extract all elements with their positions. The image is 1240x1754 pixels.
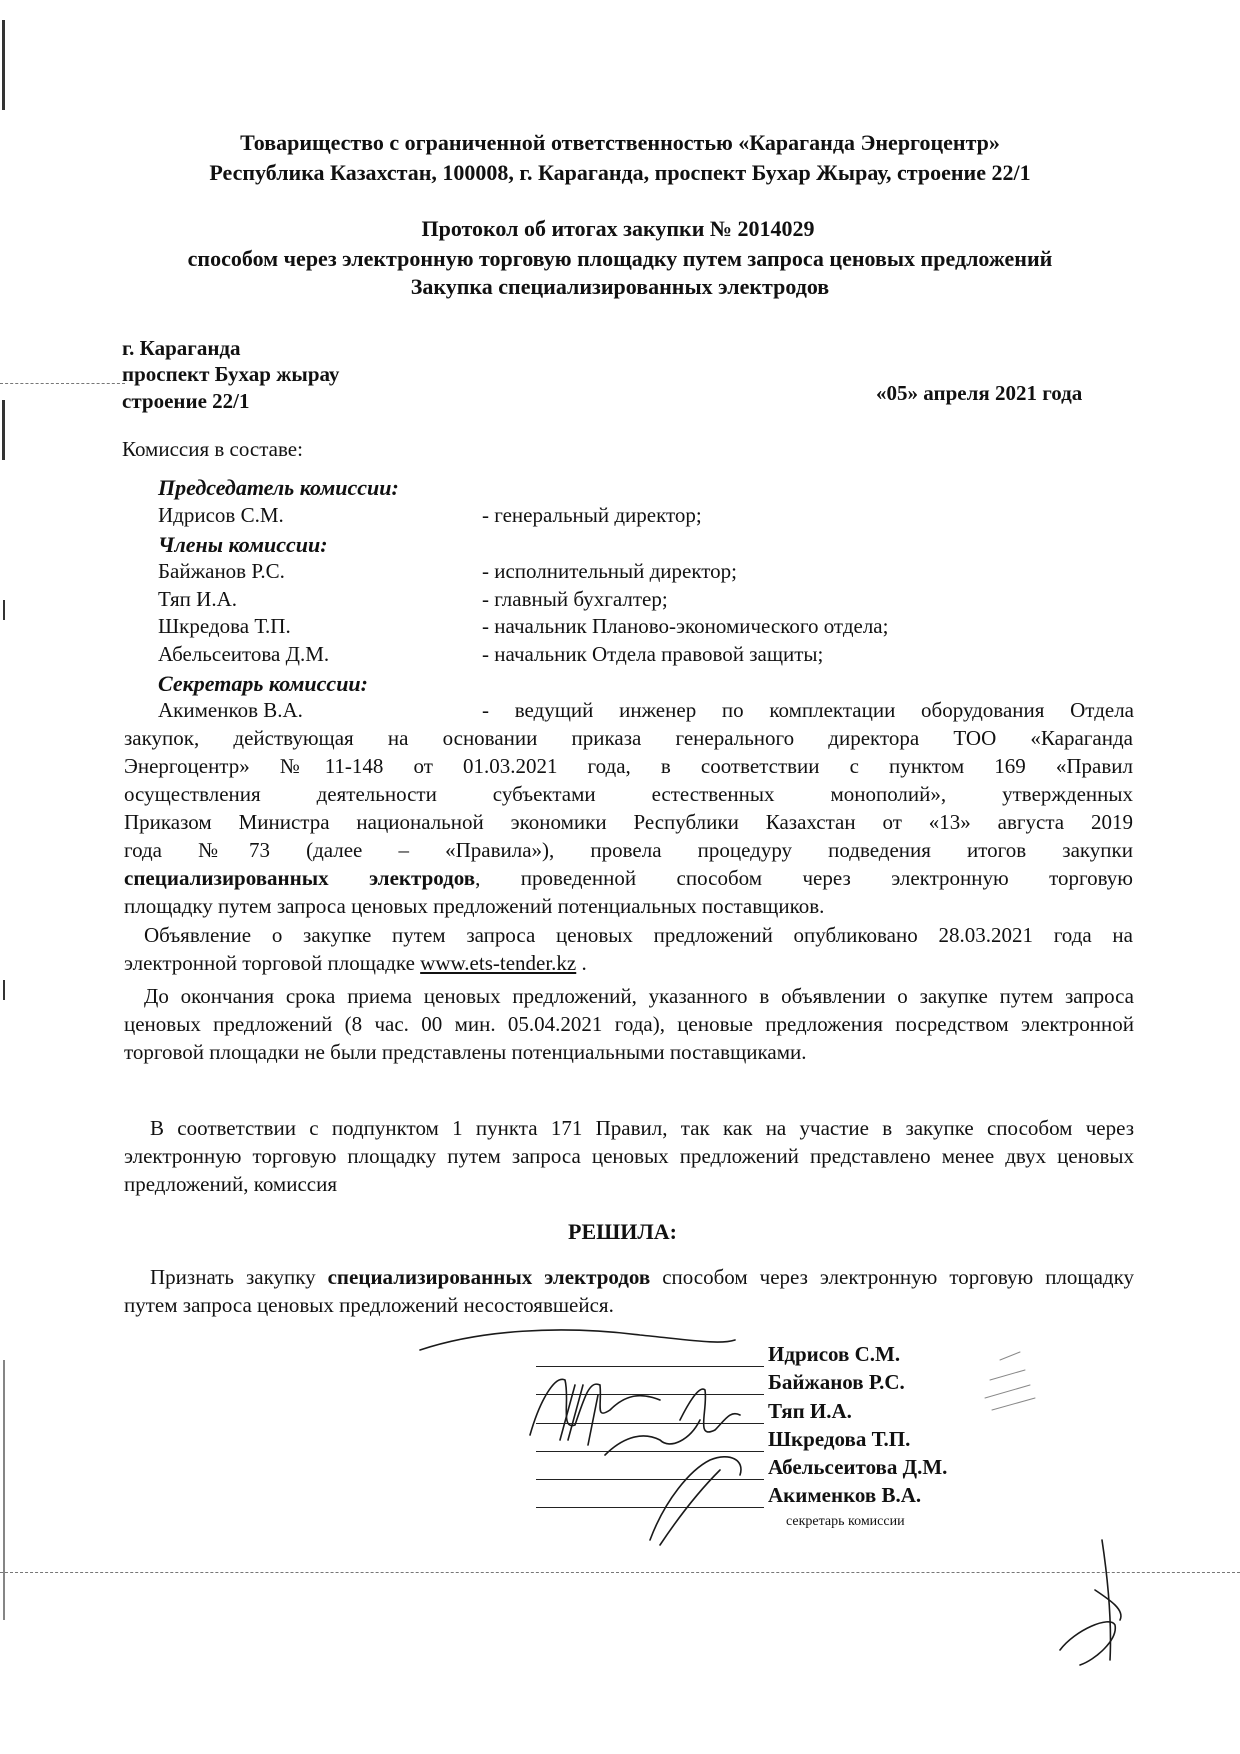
subject-bold: специализированных электродов [327, 1265, 651, 1289]
body-line: площадку путем запроса ценовых предложений потенциальных поставщиков. [124, 894, 825, 918]
signatory-name: Шкредова Т.П. [768, 1427, 911, 1451]
body-text: электронной торговой площадке [124, 951, 415, 975]
chair-name: Идрисов С.М. [158, 503, 284, 527]
chair-role: - генеральный директор; [482, 503, 702, 527]
body-text: Признать закупку [150, 1265, 328, 1289]
signatory-name: Идрисов С.М. [768, 1342, 901, 1366]
member-name: Абельсеитова Д.М. [158, 642, 330, 666]
place-city: г. Караганда [122, 336, 241, 360]
body-text: способом через электронную торговую площадку путем запроса ценовых предложений несостоявшейся. [124, 1265, 1134, 1317]
commission-intro: Комиссия в составе: [122, 437, 303, 461]
member-role: - начальник Планово-экономического отдела; [482, 614, 889, 638]
rule-paragraph: В соответствии с подпунктом 1 пункта 171 Правил, так как на участие в закупке способом через электронную торговую площадку путем запроса ценовых предложений представлено менее двух ценовых предложений, комиссия [124, 1116, 1134, 1196]
place-street: проспект Бухар жырау [122, 362, 340, 386]
org-name: Товарищество с ограниченной ответственностью «Караганда Энергоцентр» [240, 130, 1000, 155]
members-title: Члены комиссии: [158, 532, 328, 557]
body-line: закупок, действующая на основании приказа генерального директора ТОО «Караганда [124, 726, 1133, 750]
body-text: . [581, 951, 587, 975]
secretary-title: Секретарь комиссии: [158, 671, 368, 696]
member-role: - исполнительный директор; [482, 559, 738, 583]
subject-bold: специализированных электродов [124, 866, 476, 890]
body-text: , проведенной способом через электронную торговую [475, 866, 1133, 890]
secretary-caption: секретарь комиссии [786, 1514, 905, 1529]
signatory-name: Байжанов Р.С. [768, 1370, 905, 1394]
procurement-subject: Закупка специализированных электродов [410, 274, 830, 299]
secretary-name: Акименков В.А. [158, 698, 303, 722]
protocol-title: Протокол об итогах закупки № 2014029 [421, 216, 815, 241]
chair-title: Председатель комиссии: [158, 475, 399, 500]
deadline-paragraph: До окончания срока приема ценовых предложений, указанного в объявлении о закупке путем запроса ценовых предложений (8 час. 00 мин. 05.04.2021 года), ценовые предложения посредством электронной торговой площадки не были представлены потенциальными поставщиками. [124, 984, 1134, 1064]
protocol-date: «05» апреля 2021 года [876, 381, 1083, 405]
member-name: Тяп И.А. [158, 587, 238, 611]
signatory-name: Тяп И.А. [768, 1399, 852, 1423]
signatory-name: Акименков В.А. [768, 1483, 922, 1507]
place-building: строение 22/1 [122, 389, 250, 413]
member-role: - главный бухгалтер; [482, 587, 668, 611]
org-address: Республика Казахстан, 100008, г. Караганда, проспект Бухар Жырау, строение 22/1 [209, 160, 1031, 185]
member-name: Байжанов Р.С. [158, 559, 285, 583]
body-line: Приказом Министра национальной экономики Республики Казахстан от «13» августа 2019 [124, 810, 1133, 834]
procurement-method: способом через электронную торговую площадку путем запроса ценовых предложений [187, 246, 1053, 271]
secretary-role: - ведущий инженер по комплектации оборудования Отдела [482, 698, 1134, 722]
member-role: - начальник Отдела правовой защиты; [482, 642, 824, 666]
member-name: Шкредова Т.П. [158, 614, 291, 638]
tender-link[interactable]: www.ets-tender.kz [420, 951, 577, 975]
body-line: года №73 (далее – «Правила»), провела процедуру подведения итогов закупки [124, 838, 1133, 862]
announce-line: Объявление о закупке путем запроса ценовых предложений опубликовано 28.03.2021 года на [144, 923, 1133, 947]
signatory-name: Абельсеитова Д.М. [768, 1455, 948, 1479]
body-line: Энергоцентр» №11-148 от 01.03.2021 года, в соответствии с пунктом 169 «Правил [124, 754, 1133, 778]
decision-heading: РЕШИЛА: [568, 1219, 677, 1244]
body-line: осуществления деятельности субъектами естественных монополий», утвержденных [124, 782, 1133, 806]
